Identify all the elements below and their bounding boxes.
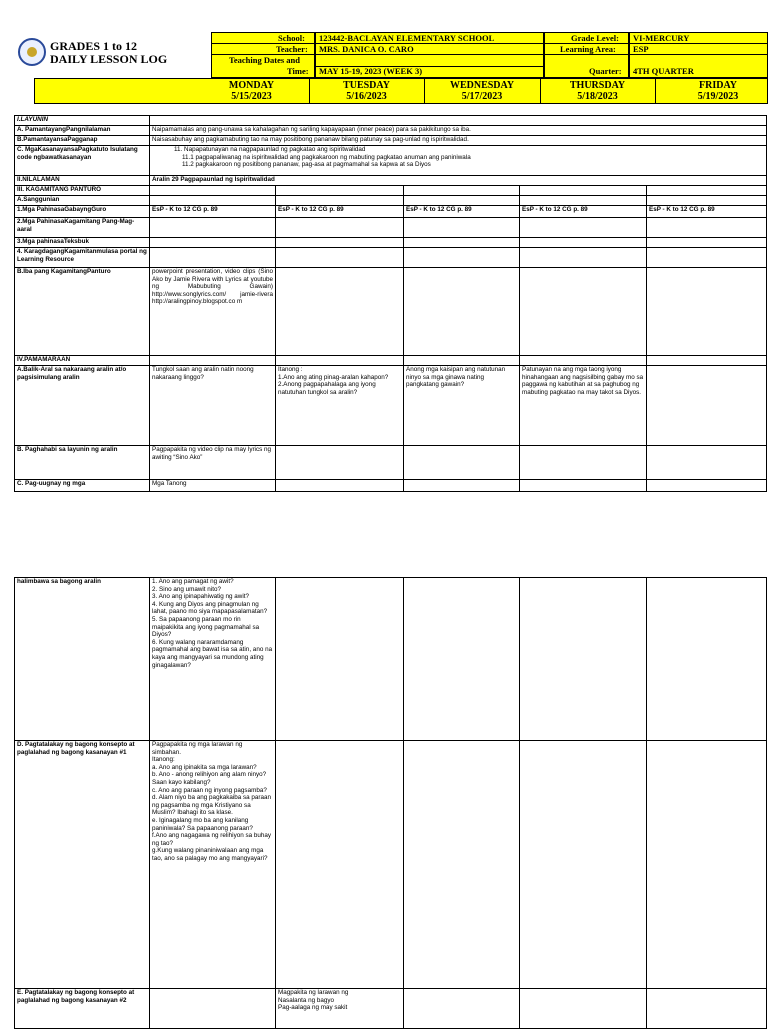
grade-value: VI-MERCURY (633, 33, 690, 43)
sanggunian-heading: A.Sanggunian (15, 196, 150, 206)
layunin-heading: I.LAYUNIN (15, 116, 150, 126)
nilalaman-heading: II.NILALAMAN (15, 176, 150, 186)
pamantayan-sa-pagganap-text: Naisasabuhay ang pagkamabuting tao na may positibong pananaw bilang patunay sa pag-unlad ng ispiritwalidad. (150, 136, 767, 146)
grade-label: Grade Level: (571, 33, 619, 43)
title-line-1: GRADES 1 to 12 (50, 39, 138, 53)
kagamitang-mag-aaral-label: 2.Mga PahinasaKagamitang Pang-Mag-aaral (15, 218, 150, 238)
pag-uugnay-mon: Mga Tanong (150, 480, 276, 492)
area-value: ESP (633, 44, 649, 54)
kasanayan-label: C. MgaKasanayansaPagkatuto Isulatang code ngbawatkasanayan (15, 146, 150, 176)
gabay-guro-mon: EsP - K to 12 CG p. 89 (150, 206, 276, 218)
pagtatalakay-1-label: D. Pagtatalakay ng bagong konsepto at paglalahad ng bagong kasanayan #1 (15, 741, 150, 989)
pag-uugnay-label: C. Pag-uugnay ng mga (15, 480, 150, 492)
kasanayan-text: 11. Napapatunayan na nagpapaunlad ng pagkatao ang ispiritwalidad 11.1 pagpapaliwanag na ispiritwalidad ang pagkakaroon ng mabuting pagkatao anuman ang paniniwala 11.2 pagkakaroon ng positibong pananaw, pag-asa at pagmamahal sa kapwa at sa Diyos (150, 146, 767, 176)
school-value: 123442-BACLAYAN ELEMENTARY SCHOOL (319, 33, 495, 43)
pagtatalakay-2-label: E. Pagtatalakay ng bagong konsepto at paglalahad ng bagong kasanayan #2 (15, 989, 150, 1029)
halimbawa-label: halimbawa sa bagong aralin (15, 578, 150, 741)
pamantayang-pangnilalaman-text: Naipamamalas ang pang-unawa sa kahalagahan ng sariling kapayapaan (inner peace) para sa pakikitungo sa iba. (150, 126, 767, 136)
area-label: Learning Area: (560, 44, 616, 54)
teacher-label: Teacher: (276, 44, 308, 54)
day-friday: FRIDAY 5/19/2023 (697, 80, 739, 102)
gabay-guro-thu: EsP - K to 12 CG p. 89 (520, 206, 647, 218)
balik-aral-mon: Tungkol saan ang aralin natin noong nakaraang linggo? (150, 366, 276, 446)
iba-pang-kagamitan-text: powerpoint presentation, video clips (Sino Ako by Jamie Rivera with Lyrics at youtube ng Mabubuting Gawain) http://www.songlyrics.com/ jamie-rivera http://aralingpinoy.blogspot.co m (150, 268, 276, 356)
day-wednesday: WEDNESDAY 5/17/2023 (449, 80, 515, 102)
day-tuesday: TUESDAY 5/16/2023 (343, 80, 390, 102)
lesson-table-part-2 (14, 577, 767, 1029)
teacher-value: MRS. DANICA O. CARO (319, 44, 414, 54)
quarter-label: Quarter: (589, 66, 622, 76)
kagamitang-panturo-heading: III. KAGAMITANG PANTURO (15, 186, 150, 196)
gabay-guro-fri: EsP - K to 12 CG p. 89 (647, 206, 767, 218)
teksbuk-label: 3.Mga pahinasaTeksbuk (15, 238, 150, 248)
balik-aral-wed: Anong mga kaisipan ang natutunan ninyo sa mga ginawa nating pangkatang gawain? (404, 366, 520, 446)
pagtatalakay-2-tue: Magpakita ng larawan ng Nasalanta ng bagyo Pag-aalaga ng may sakit (276, 989, 404, 1029)
paghahabi-mon: Pagpapakita ng video clip na may lyrics ng awiting “Sino Ako” (150, 446, 276, 480)
gabay-guro-tue: EsP - K to 12 CG p. 89 (276, 206, 404, 218)
gabay-guro-wed: EsP - K to 12 CG p. 89 (404, 206, 520, 218)
dates-label-2: Time: (287, 66, 309, 76)
pagtatalakay-1-mon: Pagpapakita ng mga larawan ng simbahan. Itanong: a. Ano ang ipinakita sa mga larawan? b. Ano - anong relihiyon ang alam ninyo? Saan kayo kabilang? c. Ano ang paraan ng inyong pagsamba? d. Alam niyo ba ang pagkakaiba sa paraan ng pagsamba ng mga Kristiyano sa Muslim? Ibahagi ito sa klase. e. Iginagalang mo ba ang kanilang paniniwala? Sa papaanong paraan? f.Ano ang nagagawa ng relihiyon sa buhay ng tao? g.Kung walang pinaniniwalaan ang mga tao, ano sa palagay mo ang mangyayari? (150, 741, 276, 989)
lesson-table-part-1 (14, 115, 767, 492)
karagdagang-kagamitan-label: 4. KaragdagangKagamitanmulasa portal ng Learning Resource (15, 248, 150, 268)
pamamaraan-heading: IV.PAMAMARAAN (15, 356, 150, 366)
balik-aral-tue: Itanong : 1.Ano ang ating pinag-aralan kahapon? 2.Anong pagpapahalaga ang iyong natutuhan tungkol sa aralin? (276, 366, 404, 446)
paghahabi-label: B. Paghahabi sa layunin ng aralin (15, 446, 150, 480)
halimbawa-mon: 1. Ano ang pamagat ng awit? 2. Sino ang umawit nito? 3. Ano ang ipinapahiwatig ng awit? 4. Kung ang Diyos ang pinagmulan ng lahat, paano mo siya mapapasalamatan? 5. Sa papaanong paraan mo rin maipakikita ang iyong pagmamahal sa Diyos? 6. Kung walang nararamdamang pagmamahal ang bawat isa sa atin, ano na kaya ang mangyayari sa mundong ating ginagalawan? (150, 578, 276, 741)
balik-aral-label: A.Balik-Aral sa nakaraang aralin at/o pagsisimulang aralin (15, 366, 150, 446)
iba-pang-kagamitan-label: B.Iba pang KagamitangPanturo (15, 268, 150, 356)
pamantayan-sa-pagganap-label: B.PamantayansaPagganap (15, 136, 150, 146)
school-label: School: (278, 33, 305, 43)
day-thursday: THURSDAY 5/18/2023 (569, 80, 626, 102)
deped-seal-logo (18, 38, 46, 66)
log-title (50, 40, 167, 66)
dates-label-1: Teaching Dates and (229, 55, 301, 65)
quarter-value: 4TH QUARTER (633, 66, 694, 76)
balik-aral-thu: Patunayan na ang mga taong iyong hinahangaan ang nagsisilbing gabay mo sa paggawa ng kabutihan at sa paghubog ng mabuting pagkatao na may takot sa Diyos. (520, 366, 647, 446)
nilalaman-text: Aralin 29 Pagpapaunlad ng Ispiritwalidad (150, 176, 767, 186)
gabay-guro-label: 1.Mga PahinasaGabayngGuro (15, 206, 150, 218)
title-line-2: DAILY LESSON LOG (50, 52, 168, 66)
pamantayang-pangnilalaman-label: A. PamantayangPangnilalaman (15, 126, 150, 136)
dates-value: MAY 15-19, 2023 (WEEK 3) (319, 66, 423, 76)
day-monday: MONDAY 5/15/2023 (228, 80, 275, 102)
